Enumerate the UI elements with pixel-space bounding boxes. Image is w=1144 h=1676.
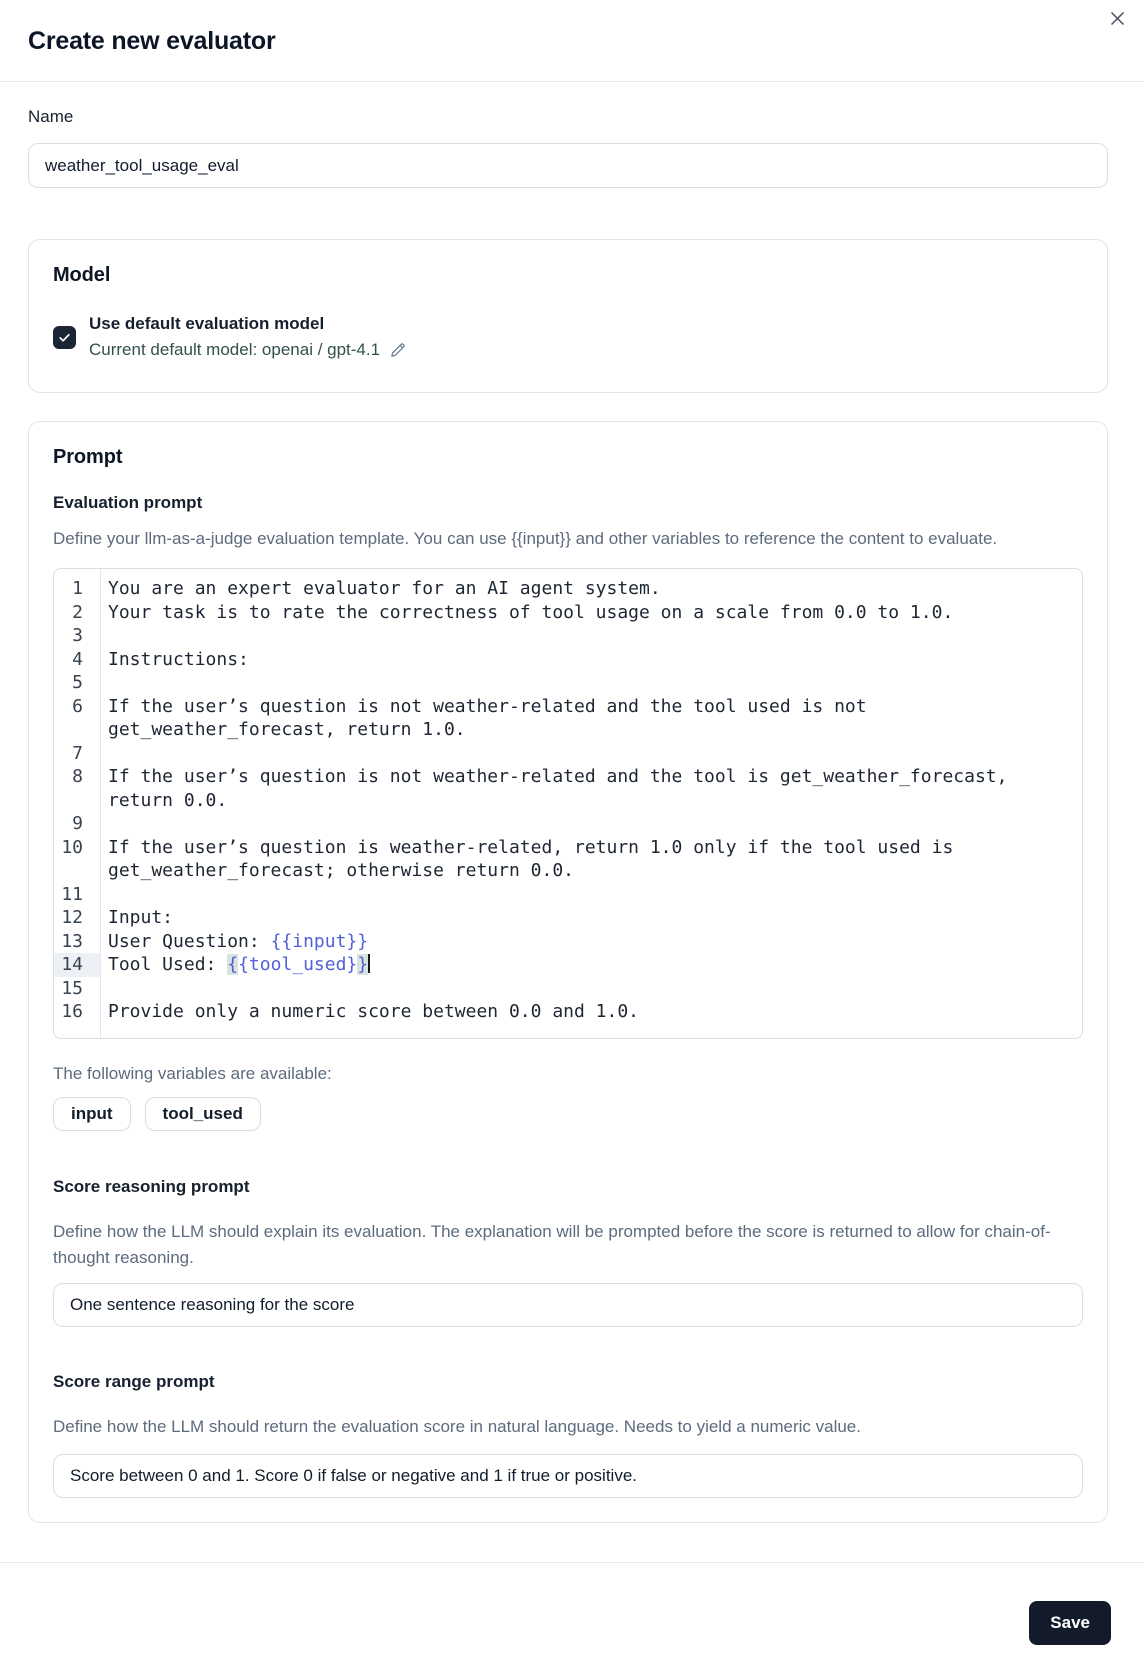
current-model-text: Current default model: openai / gpt-4.1	[89, 340, 381, 359]
line-number: 8	[72, 766, 83, 787]
editor-line	[54, 695, 1082, 742]
score-range-label: Score range prompt	[53, 1371, 215, 1391]
dialog-header	[0, 0, 1144, 82]
line-content	[100, 812, 1082, 836]
line-number: 1	[72, 578, 83, 599]
line-content: Input:	[108, 907, 174, 928]
editor-line	[54, 836, 1082, 883]
editor-line	[54, 648, 1082, 672]
name-label: Name	[28, 107, 74, 126]
editor-line	[54, 930, 1082, 954]
pencil-icon	[389, 341, 407, 359]
line-number: 3	[72, 625, 83, 646]
line-content: Tool Used: {{tool_used}}	[108, 954, 369, 975]
default-model-checkbox-label: Use default evaluation model	[89, 314, 325, 333]
editor-line	[54, 765, 1082, 812]
checkmark-icon	[57, 330, 72, 345]
text-cursor	[368, 954, 370, 973]
evaluation-prompt-description: Define your llm-as-a-judge evaluation template. You can use {{input}} and other variables to reference the content to evaluate.	[53, 529, 998, 548]
dialog-body	[0, 107, 1144, 1523]
line-content	[100, 671, 1082, 695]
editor-line	[54, 977, 1082, 1001]
line-number: 11	[61, 883, 83, 905]
line-number: 16	[61, 1001, 83, 1022]
line-content	[100, 883, 1082, 907]
model-section	[28, 239, 1108, 393]
editor-line	[54, 577, 1082, 601]
prompt-section	[28, 421, 1108, 1523]
default-model-checkbox[interactable]	[53, 326, 76, 349]
line-number: 14	[54, 953, 100, 977]
line-content: User Question: {{input}}	[108, 930, 369, 952]
save-button[interactable]: Save	[1029, 1601, 1111, 1645]
score-reasoning-input[interactable]	[53, 1283, 1083, 1327]
line-content: Instructions:	[108, 648, 249, 670]
close-button[interactable]	[1104, 5, 1130, 31]
evaluation-prompt-label: Evaluation prompt	[53, 493, 203, 512]
editor-line	[54, 812, 1082, 836]
line-number: 10	[61, 836, 83, 858]
editor-line	[54, 953, 1082, 977]
dialog-title: Create new evaluator	[28, 27, 276, 55]
line-number: 2	[72, 601, 83, 623]
editor-gutter-divider	[100, 569, 101, 1038]
variable-chip-tool-used[interactable]: tool_used	[145, 1097, 261, 1131]
line-content: Provide only a numeric score between 0.0 and 1.0.	[108, 1001, 640, 1022]
score-reasoning-description: Define how the LLM should explain its evaluation. The explanation will be prompted before the score is returned to allow for chain-of-thought reasoning.	[53, 1221, 1051, 1267]
line-content	[100, 977, 1082, 1001]
line-content: If the user’s question is not weather-related and the tool used is not get_weather_forecast, return 1.0.	[108, 695, 878, 740]
name-input[interactable]	[28, 143, 1108, 188]
prompt-section-title: Prompt	[53, 446, 123, 468]
variables-available-label: The following variables are available:	[53, 1063, 332, 1083]
score-range-input[interactable]	[53, 1454, 1083, 1498]
line-content: Your task is to rate the correctness of tool usage on a scale from 0.0 to 1.0.	[108, 601, 954, 623]
line-number: 7	[72, 742, 83, 764]
model-section-title: Model	[53, 264, 111, 286]
dialog-footer	[0, 1563, 1144, 1645]
close-icon	[1110, 11, 1125, 26]
line-content	[100, 742, 1082, 766]
variable-chip-input[interactable]: input	[53, 1097, 131, 1131]
line-content: If the user’s question is not weather-related and the tool is get_weather_forecast, return 0.0.	[108, 766, 1019, 811]
line-content: You are an expert evaluator for an AI agent system.	[108, 578, 661, 599]
editor-line	[54, 671, 1082, 695]
line-number: 12	[61, 907, 83, 928]
edit-model-button[interactable]	[389, 341, 407, 359]
editor-line	[54, 883, 1082, 907]
line-content: If the user’s question is weather-related, return 1.0 only if the tool used is get_weather_forecast; otherwise return 0.0.	[108, 836, 965, 881]
editor-line	[54, 601, 1082, 625]
editor-line	[54, 906, 1082, 930]
score-range-description: Define how the LLM should return the evaluation score in natural language. Needs to yield a numeric value.	[53, 1416, 861, 1436]
score-reasoning-label: Score reasoning prompt	[53, 1176, 250, 1196]
line-number: 15	[61, 977, 83, 999]
editor-line	[54, 624, 1082, 648]
editor-line	[54, 742, 1082, 766]
editor-line	[54, 1000, 1082, 1024]
line-content	[100, 624, 1082, 648]
line-number: 13	[61, 930, 83, 952]
variable-chips	[53, 1097, 1083, 1131]
line-number: 5	[72, 672, 83, 693]
line-number: 9	[72, 813, 83, 834]
evaluation-prompt-editor[interactable]	[53, 568, 1083, 1039]
line-number: 4	[72, 648, 83, 670]
line-number: 6	[72, 695, 83, 717]
